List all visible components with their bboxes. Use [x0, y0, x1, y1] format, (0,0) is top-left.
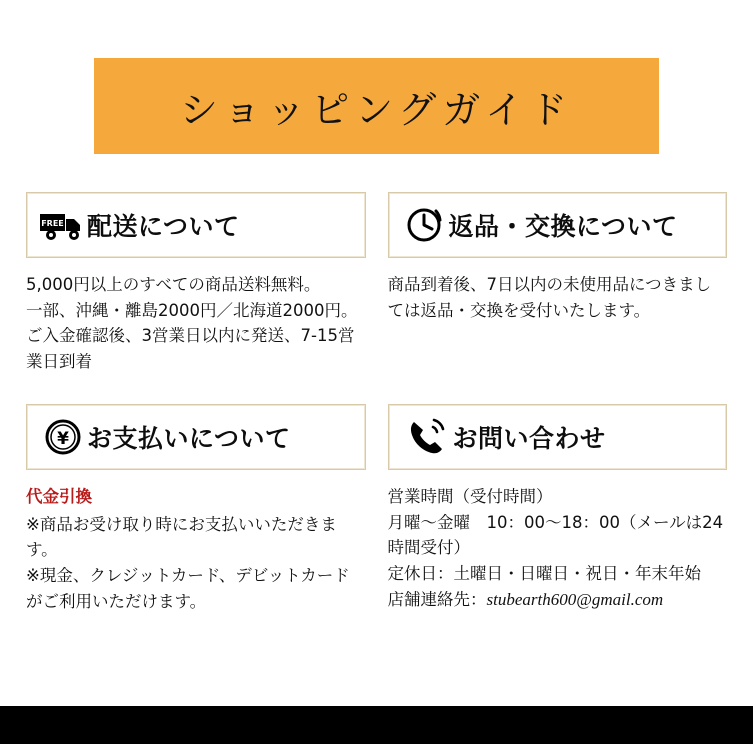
- phone-ringing-icon: [401, 415, 453, 459]
- payment-cod-label: 代金引換: [26, 487, 92, 507]
- section-payment-header: [26, 404, 366, 470]
- section-payment-body: [26, 484, 366, 614]
- yen-coin-icon: [39, 415, 87, 459]
- guide-grid: [0, 192, 753, 618]
- returns-line-1: 商品到着後、7日以内の未使用品につきましては返品・交換を受付いたします。: [387, 275, 712, 320]
- section-shipping: [26, 192, 366, 378]
- contact-email-line: [388, 587, 728, 613]
- contact-line-1: 営業時間（受付時間）: [387, 487, 553, 507]
- payment-line-1: ※商品お受け取り時にお支払いいただきます。: [26, 514, 337, 560]
- shipping-line-2: 一部、沖縄・離島2000円／北海道2000円。: [26, 300, 358, 320]
- contact-email: stubearth600@gmail.com: [486, 589, 664, 609]
- section-contact-title: お問い合わせ: [452, 424, 606, 454]
- shipping-line-3: ご入金確認後、3営業日以内に発送、7-15営業日到着: [26, 326, 355, 371]
- section-contact-header: [388, 404, 728, 470]
- page-title-area: [0, 0, 753, 154]
- section-returns-body: [388, 272, 728, 323]
- contact-line-2: 月曜〜金曜 10：00〜18：00（メールは24時間受付）: [387, 512, 724, 558]
- contact-email-prefix: 店舗連絡先：: [387, 589, 487, 609]
- section-returns-title: 返品・交換について: [448, 212, 678, 241]
- section-contact-body: [388, 484, 728, 613]
- clock-icon: [401, 203, 449, 247]
- section-returns: [388, 192, 728, 378]
- payment-line-2: ※現金、クレジットカード、デビットカードがご利用いただけます。: [26, 565, 350, 611]
- page-title: ショッピングガイド: [179, 87, 574, 132]
- delivery-truck-icon: [39, 203, 87, 247]
- svg-text:¥: ¥: [57, 429, 69, 450]
- section-payment: [26, 404, 366, 618]
- page-title-band: [94, 58, 659, 154]
- section-returns-header: [388, 192, 728, 258]
- section-shipping-title: 配送について: [87, 212, 240, 241]
- bottom-black-band: [0, 706, 753, 744]
- svg-text:FREE: FREE: [41, 219, 64, 228]
- section-shipping-body: [26, 272, 366, 374]
- section-payment-title: お支払いについて: [87, 424, 291, 454]
- section-contact: [388, 404, 728, 618]
- shipping-line-1: 5,000円以上のすべての商品送料無料。: [26, 275, 321, 294]
- section-shipping-header: [26, 192, 366, 258]
- contact-line-3: 定休日：土曜日・日曜日・祝日・年末年始: [387, 563, 701, 583]
